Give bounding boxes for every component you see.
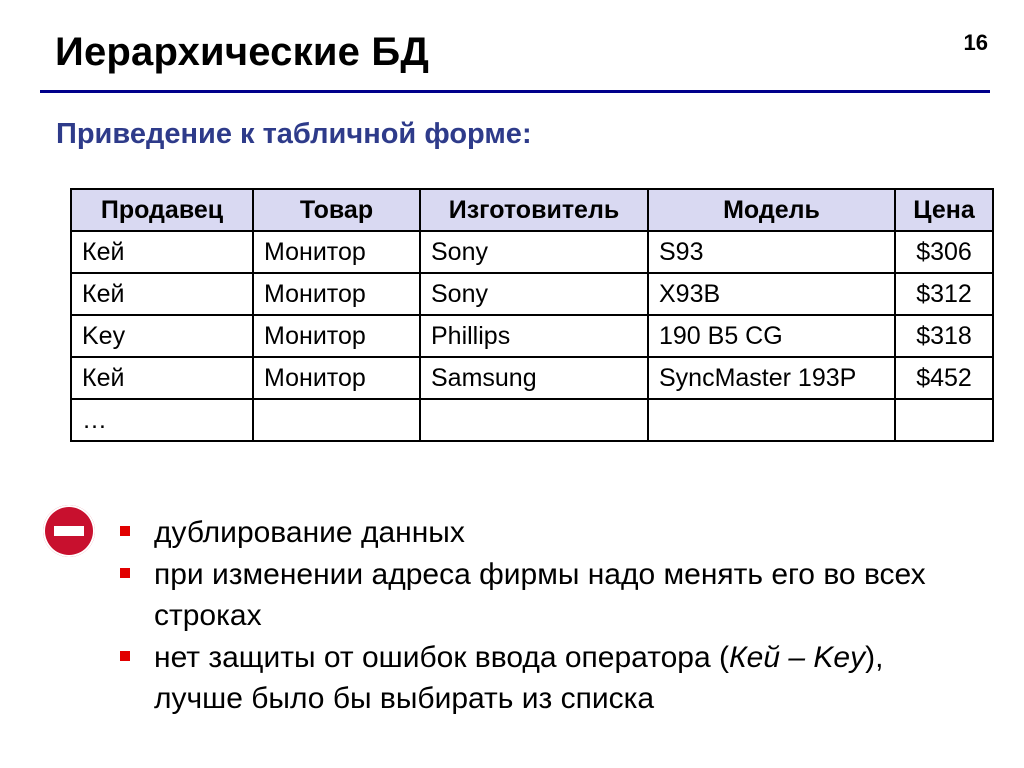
cell-manufacturer: Sony	[420, 231, 648, 273]
table-header-row	[71, 189, 993, 231]
slide-number: 16	[963, 30, 988, 55]
cell-manufacturer: Sony	[420, 273, 648, 315]
list-item-text: при изменении адреса фирмы надо менять его во всех строках	[154, 558, 926, 632]
cell-seller: …	[71, 399, 253, 441]
cell-model	[648, 399, 895, 441]
column-header-manufacturer: Изготовитель	[420, 189, 648, 231]
no-entry-icon	[43, 505, 95, 557]
table-row	[71, 357, 993, 399]
cell-model: X93B	[648, 273, 895, 315]
cell-model: 190 B5 CG	[648, 315, 895, 357]
cell-product: Монитор	[253, 315, 420, 357]
list-item	[118, 554, 978, 636]
cell-product: Монитор	[253, 273, 420, 315]
column-header-seller: Продавец	[71, 189, 253, 231]
cell-seller: Кей	[71, 231, 253, 273]
cell-product: Монитор	[253, 357, 420, 399]
cell-seller: Кей	[71, 273, 253, 315]
cell-price	[895, 399, 993, 441]
title-divider	[40, 90, 990, 93]
cell-manufacturer	[420, 399, 648, 441]
table-row	[71, 231, 993, 273]
column-header-price: Цена	[895, 189, 993, 231]
cell-manufacturer: Phillips	[420, 315, 648, 357]
list-item	[118, 637, 978, 719]
column-header-model: Модель	[648, 189, 895, 231]
list-item-text-before: нет защиты от ошибок ввода оператора (	[154, 641, 729, 674]
list-item-text-after: ), лучше было бы выбирать из списка	[154, 641, 884, 715]
cell-seller: Кей	[71, 357, 253, 399]
drawbacks-list	[118, 512, 978, 720]
list-item	[118, 512, 978, 553]
table-row	[71, 315, 993, 357]
list-item-italic-example: Кей – Key	[728, 641, 866, 674]
cell-price: $306	[895, 231, 993, 273]
cell-model: S93	[648, 231, 895, 273]
cell-model: SyncMaster 193P	[648, 357, 895, 399]
table-row	[71, 273, 993, 315]
cell-price: $318	[895, 315, 993, 357]
table-row	[71, 399, 993, 441]
cell-product	[253, 399, 420, 441]
list-item-text: дублирование данных	[154, 516, 465, 549]
slide-subtitle: Приведение к табличной форме:	[56, 118, 532, 150]
cell-price: $312	[895, 273, 993, 315]
slide-title: Иерархические БД	[55, 30, 430, 74]
cell-seller: Key	[71, 315, 253, 357]
column-header-product: Товар	[253, 189, 420, 231]
sales-table	[70, 188, 994, 442]
cell-product: Монитор	[253, 231, 420, 273]
cell-price: $452	[895, 357, 993, 399]
cell-manufacturer: Samsung	[420, 357, 648, 399]
